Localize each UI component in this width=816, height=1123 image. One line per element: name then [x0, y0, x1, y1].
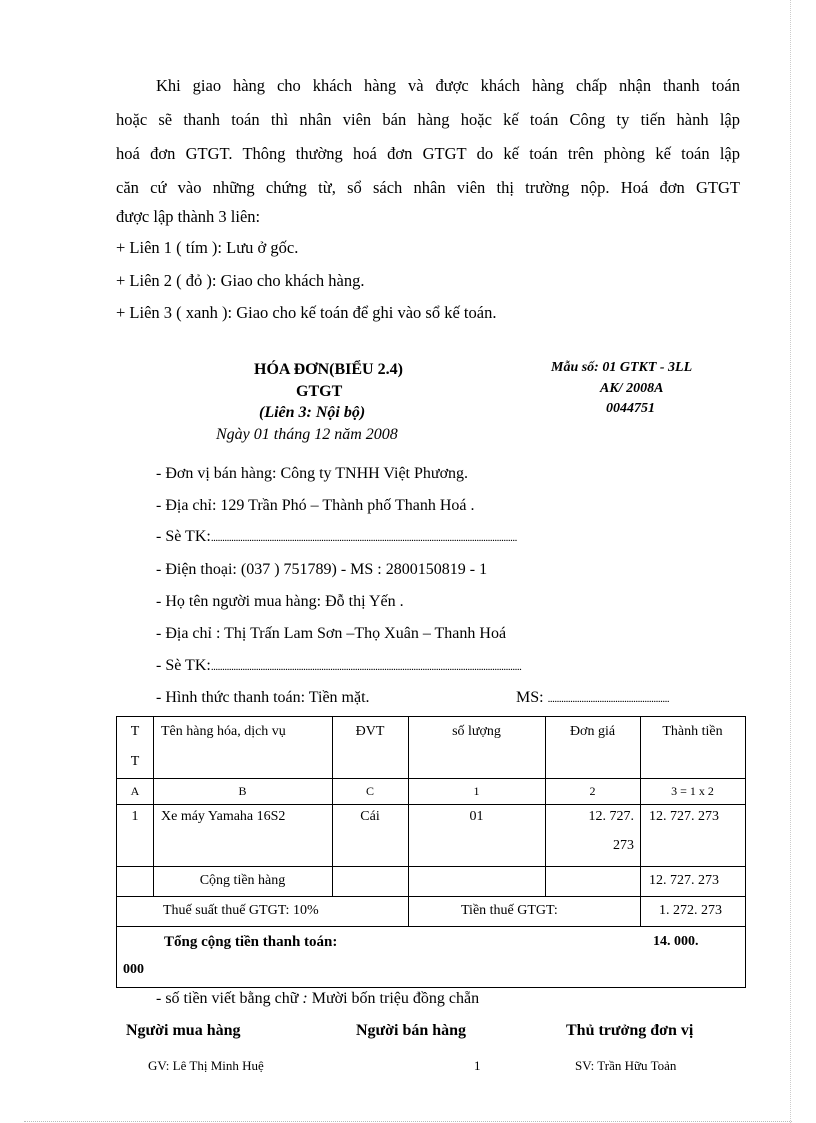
invoice-subtitle: (Liên 3: Nội bộ)	[259, 404, 366, 421]
lien-3: + Liên 3 ( xanh ): Giao cho kế toán để ghi vào sổ kế toán.	[116, 303, 497, 322]
seller-phone: - Điện thoại: (037 ) 751789) - MS : 2800150819 - 1	[156, 561, 488, 578]
invoice-title-gtgt: GTGT	[296, 383, 343, 400]
total-label: Tổng cộng tiền thanh toán:	[164, 934, 338, 950]
payment-method: - Hình thức thanh toán: Tiền mặt.	[156, 689, 370, 706]
intro-line-2: hoặc sẽ thanh toán thì nhân viên bán hàng hoặc kế toán Công ty tiến hành lập	[116, 110, 740, 129]
header-tt: T	[130, 724, 140, 739]
intro-paragraph	[0, 0, 816, 330]
buyer-address: - Địa chỉ : Thị Trấn Lam Sơn –Thọ Xuân – Thanh Hoá	[156, 625, 507, 642]
header-name: Tên hàng hóa, dịch vụ	[161, 724, 286, 739]
intro-line-1: Khi giao hàng cho khách hàng và được khách hàng chấp nhận thanh toán	[156, 76, 740, 95]
header-tt-2: T	[130, 754, 140, 769]
buyer-account	[156, 657, 521, 675]
seller-account	[156, 528, 517, 546]
seller-address: - Địa chỉ: 129 Trần Phó – Thành phố Thanh Hoá .	[156, 497, 475, 514]
header-unit: ĐVT	[355, 724, 385, 739]
row1-amount: 12. 727. 273	[649, 809, 719, 824]
code-1: 1	[473, 784, 480, 798]
code-2: 2	[589, 784, 596, 798]
row1-tt: 1	[131, 809, 139, 824]
code-b: B	[238, 784, 247, 798]
signature-seller: Người bán hàng	[356, 1022, 467, 1039]
invoice-number: 0044751	[606, 401, 655, 416]
header-amount: Thành tiền	[662, 724, 723, 739]
ms-field	[516, 689, 669, 707]
subtotal-value: 12. 727. 273	[649, 873, 719, 888]
seller-account-label: - Sè TK:	[156, 528, 211, 545]
invoice-title: HÓA ĐƠN(BIỂU 2.4)	[254, 361, 403, 378]
invoice-form-number: Mẫu số: 01 GTKT - 3LL	[551, 360, 693, 375]
vat-value: 1. 272. 273	[659, 903, 722, 918]
intro-line-3: hoá đơn GTGT. Thông thường hoá đơn GTGT do kế toán trên phòng kế toán lập	[116, 144, 740, 163]
amount-in-words	[156, 990, 479, 1008]
row1-qty: 01	[469, 809, 484, 824]
footer-page-number: 1	[474, 1058, 481, 1073]
ms-label: MS:	[516, 689, 544, 706]
footer-student: SV: Trần Hữu Toản	[575, 1058, 677, 1073]
header-price: Đơn giá	[569, 724, 616, 739]
subtotal-label: Cộng tiền hàng	[199, 873, 286, 888]
footer-teacher: GV: Lê Thị Minh Huệ	[148, 1058, 264, 1073]
page-right-border	[790, 0, 791, 1123]
code-c: C	[365, 784, 374, 798]
seller-name: - Đơn vị bán hàng: Công ty TNHH Việt Phương.	[156, 465, 469, 482]
invoice-date: Ngày 01 tháng 12 năm 2008	[216, 426, 398, 443]
vat-rate: Thuế suất thuế GTGT: 10%	[163, 903, 319, 918]
intro-line-5: được lập thành 3 liên:	[116, 207, 261, 226]
ms-dots: ......................................................	[547, 693, 670, 705]
row1-price: 12. 727.	[588, 809, 634, 824]
buyer-name: - Họ tên người mua hàng: Đỗ thị Yến .	[156, 593, 404, 610]
header-qty: số lượng	[452, 724, 501, 739]
lien-1: + Liên 1 ( tím ): Lưu ở gốc.	[116, 238, 299, 257]
row1-price-cont: 273	[613, 838, 634, 853]
lien-2: + Liên 2 ( đỏ ): Giao cho khách hàng.	[116, 271, 365, 290]
vat-label: Tiền thuế GTGT:	[461, 903, 558, 918]
buyer-account-label: - Sè TK:	[156, 657, 211, 674]
words-prefix: - số tiền viết bằng chữ	[156, 990, 303, 1007]
row1-unit: Cái	[360, 809, 380, 824]
seller-account-dots: ........................................................................................................................................	[210, 532, 517, 544]
words-text: Mười bốn triệu đồng chẵn	[307, 990, 480, 1007]
code-a: A	[130, 784, 140, 798]
table-vline	[640, 717, 641, 926]
code-3: 3 = 1 x 2	[671, 784, 714, 798]
invoice-series: AK/ 2008A	[600, 381, 664, 396]
invoice-table	[116, 716, 746, 988]
signature-head: Thủ trưởng đơn vị	[566, 1022, 694, 1039]
intro-line-4: căn cứ vào những chứng từ, sổ sách nhân viên thị trường nộp. Hoá đơn GTGT	[116, 178, 740, 197]
row1-name: Xe máy Yamaha 16S2	[161, 809, 286, 824]
total-value: 14. 000.	[653, 934, 699, 949]
buyer-account-dots: ..........................................................................................................................................	[210, 661, 522, 673]
page-bottom-border	[24, 1121, 792, 1122]
words-colon: :	[302, 990, 308, 1007]
signature-buyer: Người mua hàng	[126, 1022, 241, 1039]
total-value-cont: 000	[123, 962, 144, 977]
